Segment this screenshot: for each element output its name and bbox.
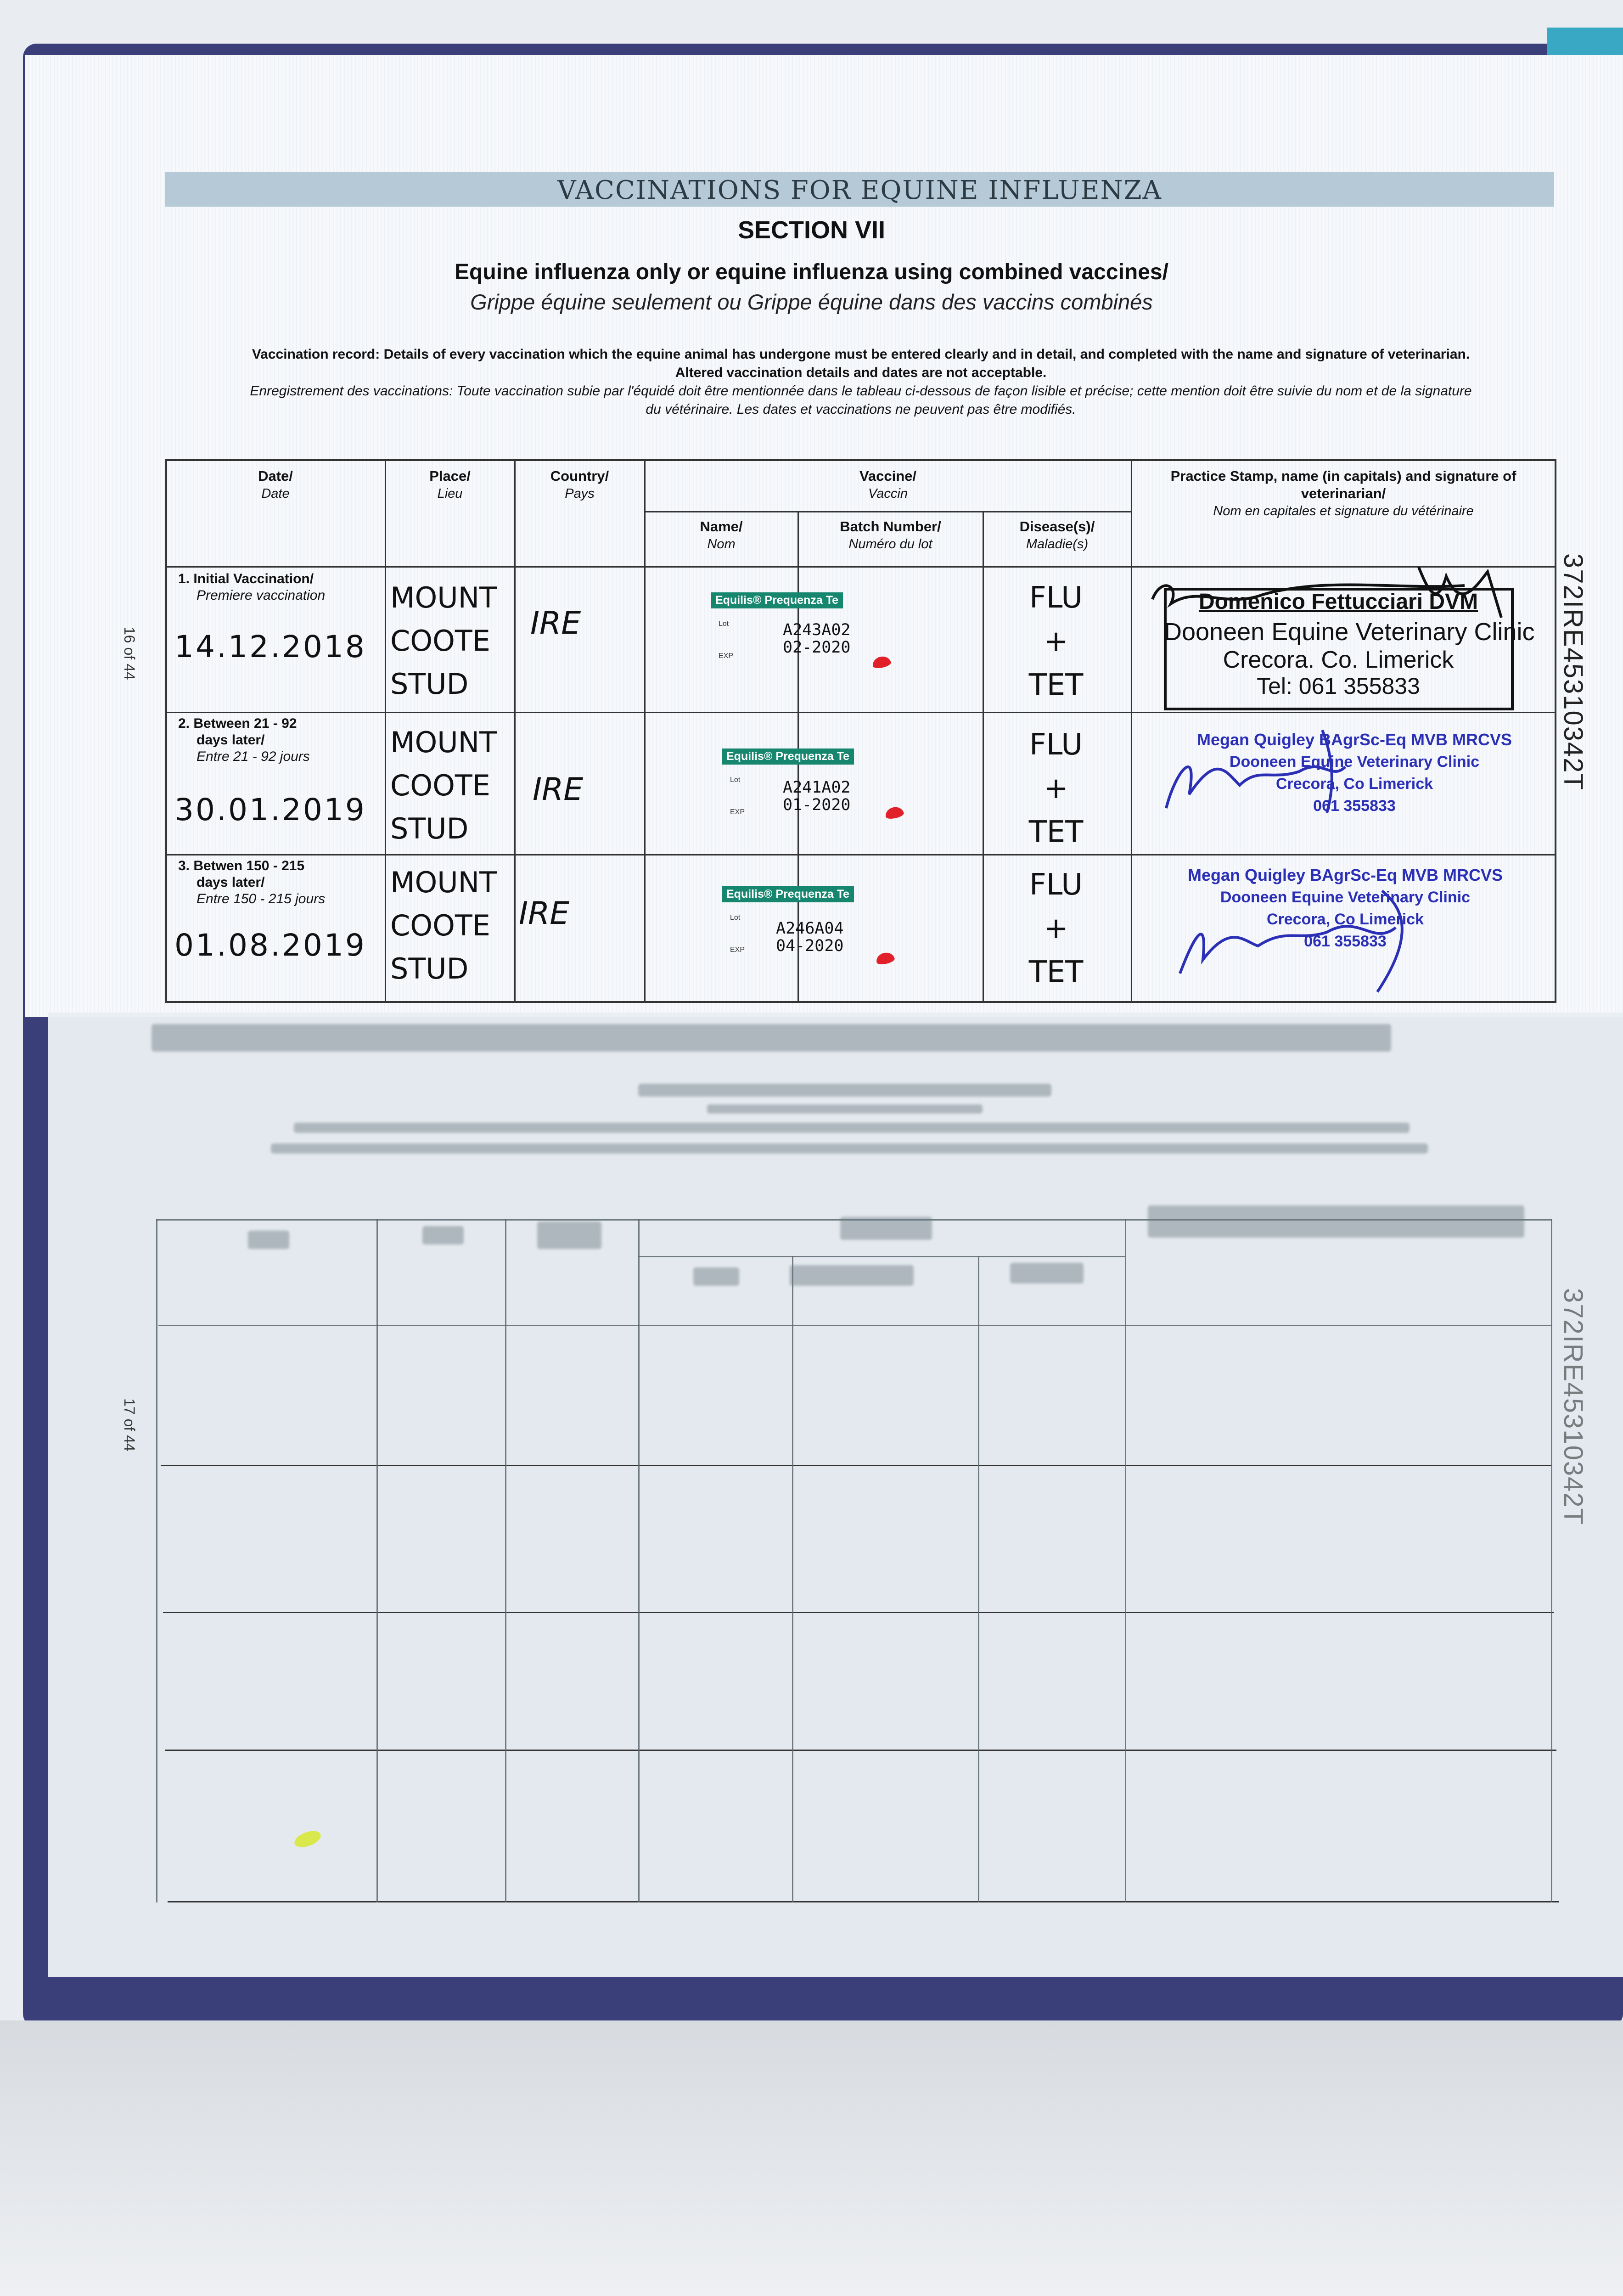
signature-black	[1143, 558, 1529, 631]
title-en: Equine influenza only or equine influenza using combined vaccines/	[455, 260, 1168, 284]
record-en-1: Vaccination record: Details of every vaccination which the equine animal has undergone must be entered clearly and in detail, and completed with the name and signature of veterinarian.	[252, 347, 1470, 362]
lot-label: Lot	[719, 620, 729, 628]
row-label	[178, 858, 325, 907]
place-line: MOUNT	[390, 581, 497, 614]
header-disease	[983, 518, 1131, 553]
page-number-top: 16 of 44	[121, 627, 138, 680]
disease	[987, 576, 1125, 707]
stamp-clinic: Dooneen Equine Veterinary Clinic	[1229, 753, 1480, 771]
header-disease-en: Disease(s)/	[1019, 518, 1095, 535]
batch-lot: A241A02	[783, 778, 851, 797]
disease-line: TET	[1028, 955, 1084, 989]
batch-lot: A246A04	[776, 919, 844, 938]
exp-label: EXP	[719, 652, 734, 660]
vaccine-sticker: Equilis® Prequenza Te	[722, 886, 854, 902]
exp-label: EXP	[730, 808, 745, 816]
place-line: MOUNT	[390, 866, 497, 899]
header-name-fr: Nom	[707, 537, 736, 551]
header-date-en: Date/	[258, 468, 293, 484]
section-heading: SECTION VII	[737, 216, 886, 244]
stamp-vet-name: Megan Quigley BAgrSc-Eq MVB MRCVS	[1187, 866, 1503, 884]
row-label-en-2: days later/	[197, 732, 265, 748]
stamp-tel: 061 355833	[1313, 797, 1396, 815]
blurred-banner	[152, 1024, 1391, 1052]
disease-line: FLU	[1029, 581, 1083, 615]
place-line: MOUNT	[390, 726, 497, 759]
record-instructions	[170, 345, 1552, 419]
header-vaccine-fr: Vaccin	[868, 486, 908, 501]
disease-line: TET	[1028, 668, 1084, 702]
batch-exp: 02-2020	[783, 638, 851, 657]
title-fr: Grippe équine seulement ou Grippe équine dans des vaccins combinés	[470, 290, 1153, 314]
stamp-town: Crecora, Co Limerick	[1266, 911, 1424, 928]
signature-blue	[1148, 716, 1405, 836]
row-label-fr: Entre 150 - 215 jours	[197, 891, 326, 906]
blurred-heading	[638, 1084, 1051, 1097]
exp-label: EXP	[730, 946, 745, 954]
vaccine-sticker: Equilis® Prequenza Te	[722, 748, 854, 765]
record-fr-1: Enregistrement des vaccinations: Toute vaccination subie par l'équidé doit être mentionnée dans le tableau ci-dessous de façon lisible et précise; cette mention doit être suivie du nom et de la signature	[250, 383, 1472, 399]
disease-line: FLU	[1029, 868, 1083, 902]
blurred-subheading	[707, 1104, 983, 1114]
header-stamp-en-2: veterinarian/	[1301, 485, 1386, 501]
header-place-en: Place/	[429, 468, 471, 484]
header-stamp-en-1: Practice Stamp, name (in capitals) and signature of	[1170, 468, 1516, 484]
header-name-en: Name/	[700, 518, 743, 535]
place	[390, 861, 497, 990]
row-label-en: 2. Between 21 - 92	[178, 716, 297, 731]
disease-line: TET	[1028, 815, 1084, 849]
record-fr-2: du vétérinaire. Les dates et vaccinations ne peuvent pas être modifiés.	[646, 402, 1076, 417]
passport-id-top: 372IRE45310342T	[1558, 553, 1588, 791]
header-stamp-fr: Nom en capitales et signature du vétérinaire	[1213, 504, 1474, 518]
header-country-en: Country/	[550, 468, 609, 484]
stamp-town: Crecora. Co. Limerick	[1223, 647, 1454, 673]
disease	[987, 723, 1125, 854]
disease-line: FLU	[1029, 728, 1083, 762]
vaccination-date: 14.12.2018	[174, 629, 366, 664]
stamp-clinic: Dooneen Equine Veterinary Clinic	[1164, 618, 1535, 646]
country: IRE	[519, 895, 570, 932]
vaccination-date: 30.01.2019	[174, 792, 366, 827]
header-country-fr: Pays	[565, 486, 595, 501]
stamp-town: Crecora, Co Limerick	[1275, 775, 1433, 793]
passport-id-bottom: 372IRE45310342T	[1558, 1288, 1588, 1525]
header-place-fr: Lieu	[437, 486, 463, 501]
blurred-text	[271, 1143, 1428, 1154]
page-number-bottom: 17 of 44	[121, 1398, 138, 1452]
stamp-tel: 061 355833	[1304, 933, 1387, 950]
row-label	[178, 571, 325, 604]
header-stamp	[1132, 467, 1555, 520]
header-disease-fr: Maladie(s)	[1026, 537, 1089, 551]
row-label-en-2: days later/	[197, 875, 265, 890]
header-date-fr: Date	[261, 486, 290, 501]
place-line: STUD	[390, 667, 469, 701]
header-batch	[798, 518, 983, 553]
country: IRE	[533, 771, 584, 808]
place-line: STUD	[390, 812, 469, 845]
row-label-en: 1. Initial Vaccination/	[178, 571, 314, 586]
header-name	[645, 518, 797, 553]
vaccine-sticker: Equilis® Prequenza Te	[711, 592, 843, 608]
stamp-vet-name: Domenico Fettucciari DVM	[1198, 590, 1478, 614]
disease-line: +	[1044, 625, 1068, 658]
header-place	[386, 467, 514, 502]
row-label-fr: Premiere vaccination	[197, 588, 326, 603]
header-batch-en: Batch Number/	[840, 518, 941, 535]
place-line: STUD	[390, 952, 469, 985]
country: IRE	[530, 605, 581, 642]
place-line: COOTE	[390, 624, 490, 658]
stamp-clinic: Dooneen Equine Veterinary Clinic	[1220, 889, 1471, 906]
header-batch-fr: Numéro du lot	[848, 537, 932, 551]
row-label-en: 3. Betwen 150 - 215	[178, 858, 305, 873]
disease	[987, 863, 1125, 994]
lot-label: Lot	[730, 914, 741, 922]
header-country	[515, 467, 644, 502]
header-date	[166, 467, 385, 502]
stamp-vet-name: Megan Quigley BAgrSc-Eq MVB MRCVS	[1196, 730, 1512, 749]
header-vaccine	[645, 467, 1131, 502]
row-label	[178, 715, 310, 765]
vaccination-date: 01.08.2019	[174, 928, 366, 963]
place-line: COOTE	[390, 909, 490, 942]
batch-exp: 04-2020	[776, 937, 844, 955]
page-17	[48, 1013, 1623, 1977]
background	[0, 2020, 1623, 2296]
disease-line: +	[1044, 912, 1068, 945]
lot-label: Lot	[730, 776, 741, 784]
banner-title: VACCINATIONS FOR EQUINE INFLUENZA	[557, 175, 1162, 205]
place	[390, 576, 497, 706]
batch-lot: A243A02	[783, 621, 851, 639]
record-en-2: Altered vaccination details and dates are not acceptable.	[675, 365, 1047, 380]
blurred-text	[294, 1123, 1410, 1133]
row-label-fr: Entre 21 - 92 jours	[197, 749, 310, 764]
stamp-tel: Tel: 061 355833	[1257, 673, 1420, 699]
signature-blue	[1166, 872, 1451, 1001]
place-line: COOTE	[390, 769, 490, 802]
header-vaccine-en: Vaccine/	[859, 468, 917, 484]
place	[390, 721, 497, 850]
batch-exp: 01-2020	[783, 796, 851, 814]
disease-line: +	[1044, 771, 1068, 805]
